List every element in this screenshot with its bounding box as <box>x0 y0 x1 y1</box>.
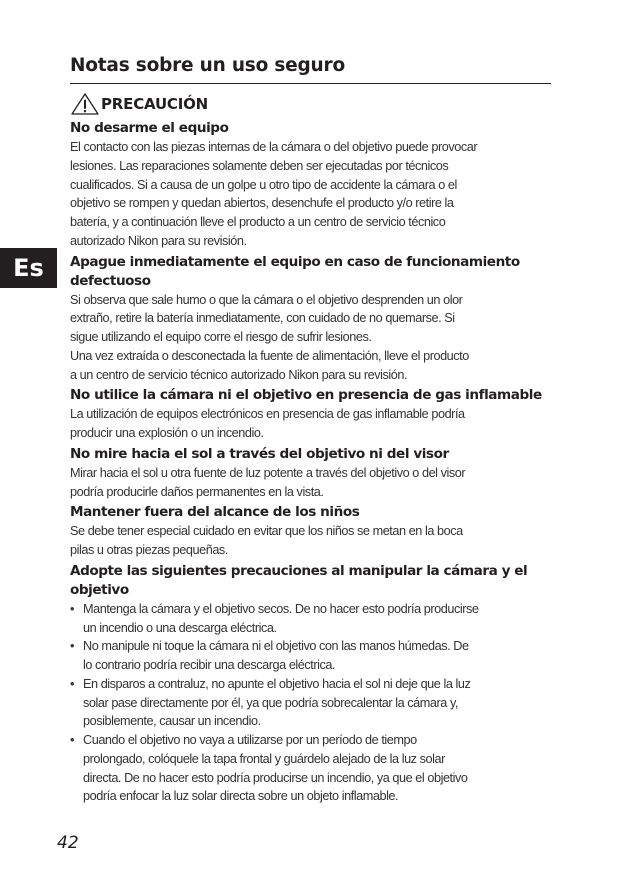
text-line: En disparos a contraluz, no apunte el objetivo hacia el sol ni deje que la luz <box>83 676 471 691</box>
text-line: podría enfocar la luz solar directa sobre un objeto inflamable. <box>83 789 399 804</box>
section-heading: Mantener fuera del alcance de los niños <box>70 504 360 521</box>
text-line: prolongado, colóquele la tapa frontal y guárdelo alejado de la luz solar <box>83 751 445 766</box>
text-line: un incendio o una descarga eléctrica. <box>83 620 277 635</box>
text-line: objetivo se rompen y quedan abiertos, desenchufe el producto y/o retire la <box>70 196 454 211</box>
bullet-icon: • <box>70 733 74 747</box>
language-tab-label: Es <box>13 254 44 282</box>
text-line: lo contrario podría recibir una descarga eléctrica. <box>83 658 336 672</box>
text-line: El contacto con las piezas internas de la cámara o del objetivo puede provocar <box>70 140 478 154</box>
text-line: directa. De no hacer esto podría producirse un incendio, ya que el objetivo <box>83 770 468 785</box>
text-line: No manipule ni toque la cámara ni el objetivo con las manos húmedas. De <box>83 639 469 654</box>
section-text <box>70 464 556 502</box>
text-line: extraño, retire la batería inmediatamente, con cuidado de no quemarse. Si <box>70 311 455 326</box>
bullet-icon: • <box>70 639 74 654</box>
section-apague <box>70 253 556 385</box>
section-heading: No mire hacia el sol a través del objetivo ni del visor <box>70 445 449 462</box>
list-item <box>70 637 556 675</box>
text-line: producir una explosión o un incendio. <box>70 426 264 440</box>
text-line: Mantenga la cámara y el objetivo secos. De no hacer esto podría producirse <box>83 601 479 616</box>
section-heading: No desarme el equipo <box>70 120 229 136</box>
bullet-list <box>70 600 556 806</box>
text-line: posiblemente, causar un incendio. <box>83 714 261 729</box>
section-text <box>70 291 556 385</box>
bullet-icon: • <box>70 676 74 691</box>
list-item <box>70 675 556 731</box>
language-tab <box>0 248 57 288</box>
title-divider <box>70 83 551 84</box>
warning-triangle-icon <box>70 92 101 116</box>
text-line: a un centro de servicio técnico autorizado Nikon para su revisión. <box>70 367 408 382</box>
text-line: podría producirle daños permanentes en la vista. <box>70 484 324 499</box>
text-line: autorizado Nikon para su revisión. <box>70 233 247 248</box>
text-line: pilas u otras piezas pequeñas. <box>70 543 228 557</box>
text-line: batería, y a continuación lleve el producto a un centro de servicio técnico <box>70 215 446 229</box>
section-text <box>70 522 556 560</box>
text-line: cualificados. Si a causa de un golpe u otro tipo de accidente la cámara o el <box>70 177 457 192</box>
heading-line: Apague inmediatamente el equipo en caso de funcionamiento <box>70 253 520 270</box>
text-line: Una vez extraída o desconectada la fuente de alimentación, lleve el producto <box>70 348 469 363</box>
section-no-desarme <box>70 119 556 251</box>
text-line: solar pase directamente por él, ya que podría sobrecalentar la cámara y, <box>83 695 458 710</box>
section-gas-inflamable <box>70 386 556 443</box>
section-ninos <box>70 503 556 560</box>
text-line: Se debe tener especial cuidado en evitar que los niños se metan en la boca <box>70 524 463 539</box>
section-heading <box>70 253 556 291</box>
section-text <box>70 138 556 251</box>
safety-sections <box>70 119 556 806</box>
caution-label: PRECAUCIÓN <box>101 95 209 113</box>
page-title: Notas sobre un uso seguro <box>70 55 345 76</box>
page-number: 42 <box>57 833 79 853</box>
heading-line: defectuoso <box>70 272 151 289</box>
text-line: Cuando el objetivo no vaya a utilizarse por un período de tiempo <box>83 733 417 747</box>
text-line: Mirar hacia el sol u otra fuente de luz potente a través del objetivo o del visor <box>70 465 466 480</box>
text-line: sigue utilizando el equipo corre el riesgo de sufrir lesiones. <box>70 330 372 344</box>
caution-heading <box>70 91 208 117</box>
section-sol <box>70 445 556 502</box>
text-line: lesiones. Las reparaciones solamente deben ser ejecutadas por técnicos <box>70 158 449 173</box>
list-item <box>70 731 556 806</box>
list-item <box>70 600 556 638</box>
section-precauciones <box>70 562 556 806</box>
section-heading: Adopte las siguientes precauciones al manipular la cámara y el objetivo <box>70 562 528 598</box>
text-line: Si observa que sale humo o que la cámara o el objetivo desprenden un olor <box>70 292 463 307</box>
text-line: La utilización de equipos electrónicos en presencia de gas inflamable podría <box>70 407 465 422</box>
bullet-icon: • <box>70 601 74 616</box>
section-text <box>70 405 556 443</box>
section-heading: No utilice la cámara ni el objetivo en presencia de gas inflamable <box>70 387 542 404</box>
